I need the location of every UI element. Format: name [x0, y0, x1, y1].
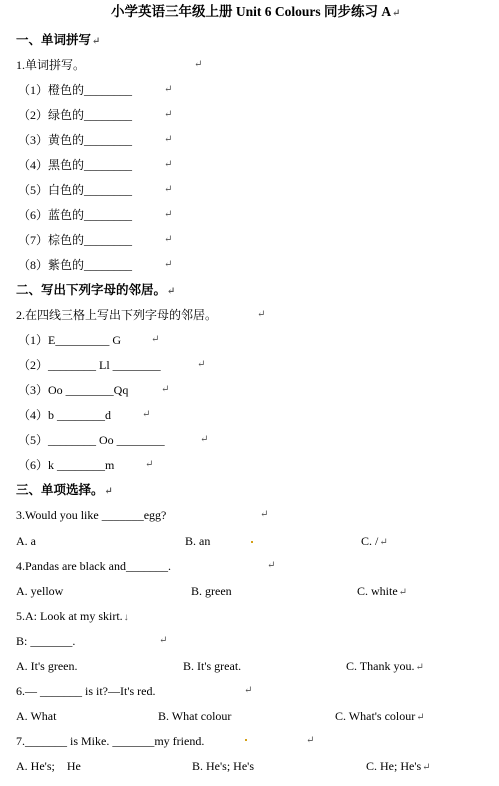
linebreak-mark: ↓	[123, 612, 129, 623]
question-6-option-a: A. What	[16, 709, 57, 723]
letter-item-2: （2）________ Ll ________	[18, 358, 161, 372]
return-mark: ↵	[392, 8, 401, 19]
section3-heading: 三、单项选择。↵	[16, 483, 113, 497]
question-7-option-b: B. He's; He's	[192, 759, 254, 773]
word-item-3: （3）黄色的________	[18, 133, 133, 147]
question-3-option-b: B. an	[185, 534, 211, 548]
letter-item-1: （1）E_________ G	[18, 333, 121, 347]
question-4-option-a: A. yellow	[16, 584, 64, 598]
question-7-stem: 7._______ is Mike. _______my friend.	[16, 734, 205, 748]
letter-item-6: （6）k ________m	[18, 458, 115, 472]
section1-heading: 一、单词拼写↵	[16, 33, 101, 47]
question-5-stem: 5.A: Look at my skirt.↓	[16, 609, 129, 623]
section2-question: 2.在四线三格上写出下列字母的邻居。	[16, 308, 218, 322]
question-7-option-a: A. He's; He	[16, 759, 81, 773]
question-5-stem-b: B: _______.	[16, 634, 76, 648]
question-6-stem: 6.— _______ is it?—It's red.	[16, 684, 156, 698]
title-text: 小学英语三年级上册 Unit 6 Colours 同步练习 A	[111, 4, 392, 19]
page-title	[111, 5, 401, 21]
word-item-2: （2）绿色的________	[18, 108, 133, 122]
question-6-option-b: B. What colour	[158, 709, 232, 723]
return-mark: ↵	[194, 59, 203, 70]
word-item-6: （6）蓝色的________	[18, 208, 133, 222]
word-item-5: （5）白色的________	[18, 183, 133, 197]
question-4-option-c: C. white↵	[357, 584, 408, 598]
letter-item-4: （4）b ________d	[18, 408, 112, 422]
question-7-option-c: C. He; He's↵	[366, 759, 431, 773]
stray-dot	[251, 541, 253, 543]
word-item-8: （8）紫色的________	[18, 258, 133, 272]
letter-item-5: （5）________ Oo ________	[18, 433, 165, 447]
question-4-stem: 4.Pandas are black and_______.	[16, 559, 171, 573]
section2-heading: 二、写出下列字母的邻居。↵	[16, 283, 176, 297]
question-6-option-c: C. What's colour↵	[335, 709, 425, 723]
word-item-1: （1）橙色的________	[18, 83, 133, 97]
question-5-option-b: B. It's great.	[183, 659, 242, 673]
letter-item-3: （3）Oo ________Qq	[18, 383, 129, 397]
word-item-7: （7）棕色的________	[18, 233, 133, 247]
question-4-option-b: B. green	[191, 584, 232, 598]
stray-dot	[245, 739, 247, 741]
question-3-stem: 3.Would you like _______egg?	[16, 508, 167, 522]
question-5-option-a: A. It's green.	[16, 659, 78, 673]
word-item-4: （4）黑色的________	[18, 158, 133, 172]
question-3-option-c: C. /↵	[361, 534, 388, 548]
section1-question: 1.单词拼写。	[16, 58, 86, 72]
question-3-option-a: A. a	[16, 534, 36, 548]
question-5-option-c: C. Thank you.↵	[346, 659, 424, 673]
